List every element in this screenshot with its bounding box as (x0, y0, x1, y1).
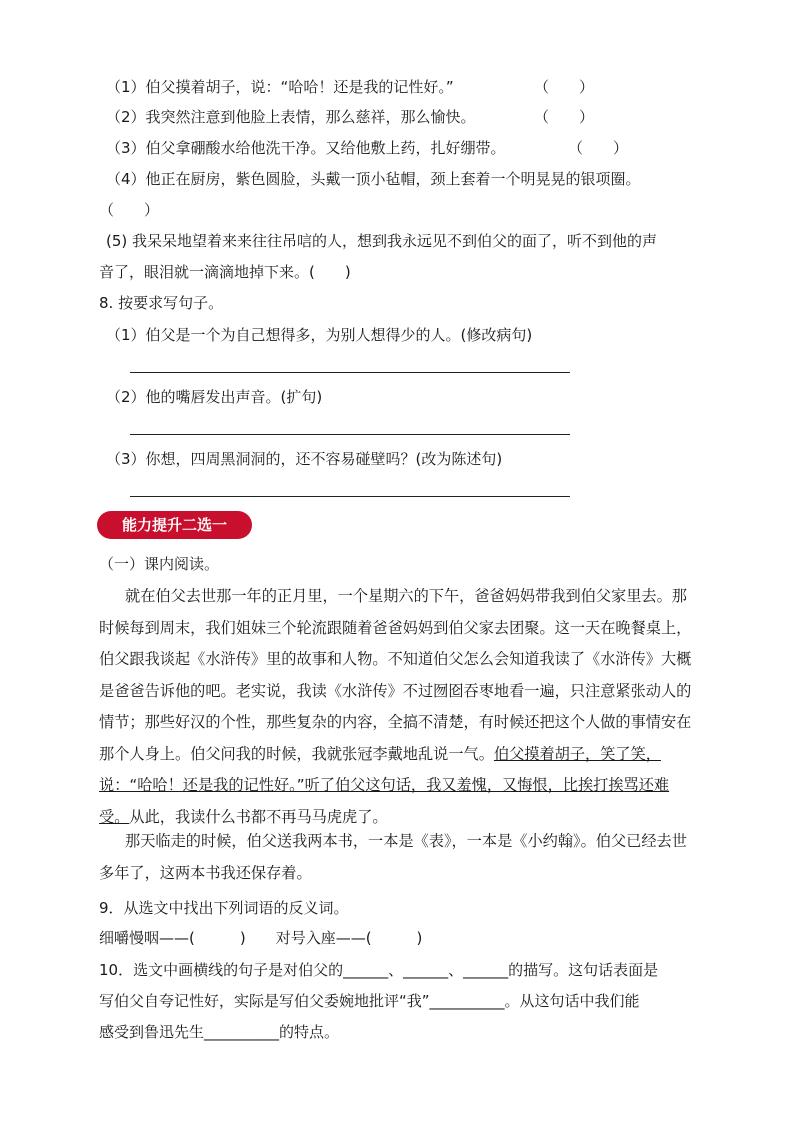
q10-line-1: 10．选文中画横线的句子是对伯父的______、______、______的描写。这句话表面是 (99, 961, 659, 979)
q9-title: 9．从选文中找出下列词语的反义词。 (99, 899, 349, 917)
answer-paren[interactable]: （ ） (534, 78, 595, 96)
q7-item-1: （1）伯父摸着胡子，说：“哈哈！还是我的记性好。” （ ） (106, 78, 595, 96)
underlined-sentence: 伯父摸着胡子，笑了笑，说：“哈哈！还是我的记性好。”听了伯父这句话，我又羞愧，又悔恨，比挨打挨骂还难受。 (99, 744, 670, 826)
answer-paren[interactable]: （ ） (99, 201, 160, 219)
q10-line-3: 感受到鲁迅先生__________的特点。 (99, 1023, 340, 1041)
section-banner: 能力提升二选一 (97, 511, 252, 539)
q7-item-5-line2: 音了，眼泪就一滴滴地掉下来。( ) (99, 263, 351, 281)
q7-item-4: （4）他正在厨房，紫色圆脸，头戴一顶小毡帽，颈上套着一个明晃晃的银项圈。 (106, 170, 641, 188)
q8-item-1: （1）伯父是一个为自己想得多，为别人想得少的人。(修改病句) (106, 326, 533, 344)
q7-item-5-line1: (5) 我呆呆地望着来来往往吊唁的人，想到我永远见不到伯父的面了，听不到他的声 (106, 232, 658, 250)
q7-item-2: （2）我突然注意到他脸上表情，那么慈祥，那么愉快。 （ ） (106, 108, 595, 126)
answer-line[interactable] (130, 434, 570, 435)
q8-item-2: （2）他的嘴唇发出声音。(扩句) (106, 388, 323, 406)
answer-paren[interactable]: （ ） (534, 108, 595, 126)
q9-antonyms[interactable]: 细嚼慢咽——( ) 对号入座——( ) (99, 929, 423, 947)
answer-paren[interactable]: （ ） (568, 139, 629, 157)
section-subtitle: （一）课内阅读。 (99, 555, 220, 573)
answer-line[interactable] (130, 496, 570, 497)
q8-item-3: （3）你想，四周黑洞洞的，还不容易碰壁吗？(改为陈述句) (106, 450, 503, 468)
answer-line[interactable] (130, 372, 570, 373)
q10-line-2: 写伯父自夸记性好，实际是写伯父委婉地批评“我”__________。从这句话中我们能 (99, 992, 640, 1010)
q8-title: 8. 按要求写句子。 (99, 294, 224, 312)
q7-item-3: （3）伯父拿硼酸水给他洗干净。又给他敷上药，扎好绷带。 （ ） (106, 139, 629, 157)
passage-paragraph-2: 那天临走的时候，伯父送我两本书，一本是《表》，一本是《小约翰》。伯父已经去世多年了，这两本书我还保存着。 (99, 832, 687, 882)
passage-paragraph-1: 就在伯父去世那一年的正月里，一个星期六的下午，爸爸妈妈带我到伯父家里去。那时候每到周末，我们姐妹三个轮流跟随着爸爸妈妈到伯父家去团聚。这一天在晚餐桌上，伯父跟我谈起《水浒传》里的故事和人物。不知道伯父怎么会知道我读了《水浒传》大概是爸爸告诉他的吧。老实说，我读《水浒传》不过囫囵吞枣地看一遍，只注意紧张动人的情节；那些好汉的个性，那些复杂的内容，全搞不清楚，有时候还把这个人做的事情安在那个人身上。伯父问我的时候，我就张冠李戴地乱说一气。伯父摸着胡子，笑了笑，说：“哈哈！还是我的记性好。”听了伯父这句话，我又羞愧，又悔恨，比挨打挨骂还难受。从此，我读什么书都不再马马虎虎了。 (99, 587, 692, 826)
